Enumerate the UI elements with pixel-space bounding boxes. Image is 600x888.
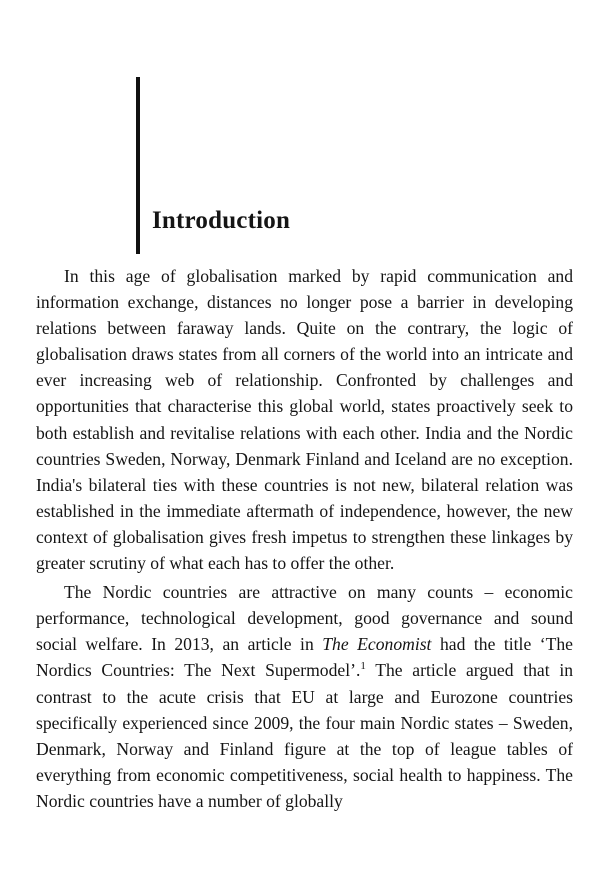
chapter-title: Introduction bbox=[152, 207, 291, 234]
paragraph-2-part-3: The article argued that in contrast to the acute crisis that EU at large and Eurozone countries specifically experienced since 2009, the four main Nordic states – Sweden, Denmark, Norway and Finland figure at the top of league tables of everything from economic competitiveness, social health to happiness. The Nordic countries have a number of globally bbox=[36, 660, 573, 811]
publication-title: The Economist bbox=[322, 634, 432, 655]
paragraph-2 bbox=[36, 579, 573, 814]
chapter-vertical-rule bbox=[136, 77, 140, 254]
paragraph-2-part-2: had the title ‘The Nordics Countries: The Next Supermodel’. bbox=[36, 634, 573, 681]
paragraph-2-part-1: The Nordic countries are attractive on many counts – economic performance, technological development, good governance and sound social welfare. In 2013, an article in bbox=[36, 582, 573, 655]
body-text bbox=[36, 263, 573, 814]
paragraph-1: In this age of globalisation marked by rapid communication and information exchange, distances no longer pose a barrier in developing relations between faraway lands. Quite on the contrary, the logic of globalisation draws states from all corners of the world into an intricate and ever increasing web of relationship. Confronted by challenges and opportunities that characterise this global world, states proactively seek to both establish and revitalise relations with each other. India and the Nordic countries Sweden, Norway, Denmark Finland and Iceland are no exception. India's bilateral ties with these countries is not new, bilateral relation was established in the immediate aftermath of independence, however, the new context of globalisation gives fresh impetus to strengthen these linkages by greater scrutiny of what each has to offer the other. bbox=[36, 266, 573, 574]
footnote-reference: 1 bbox=[360, 660, 366, 673]
